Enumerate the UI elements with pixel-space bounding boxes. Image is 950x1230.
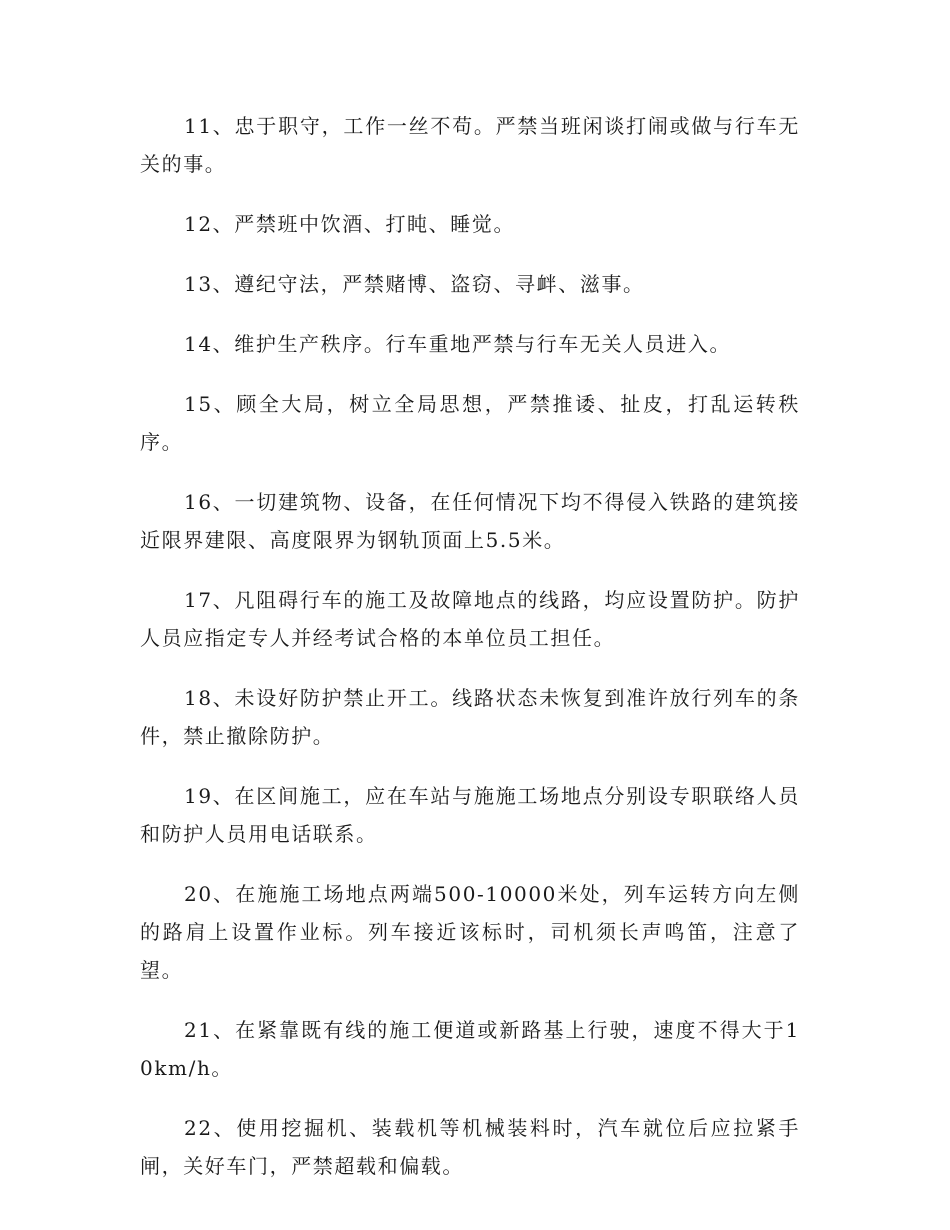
paragraph-11: 11、忠于职守，工作一丝不苟。严禁当班闲谈打闹或做与行车无关的事。 [140,114,800,176]
paragraph-19: 19、在区间施工，应在车站与施施工场地点分别设专职联络人员和防护人员用电话联系。 [140,784,800,846]
paragraph-16: 16、一切建筑物、设备，在任何情况下均不得侵入铁路的建筑接近限界建限、高度限界为钢轨顶面上5.5米。 [140,490,800,552]
paragraph-12: 12、严禁班中饮酒、打盹、睡觉。 [184,212,516,236]
paragraph-13: 13、遵纪守法，严禁赌博、盗窃、寻衅、滋事。 [184,272,645,296]
paragraph-18: 18、未设好防护禁止开工。线路状态未恢复到准许放行列车的条件，禁止撤除防护。 [140,686,800,748]
document-body [140,107,800,1207]
paragraph-15: 15、顾全大局，树立全局思想，严禁推诿、扯皮，打乱运转秩序。 [140,392,800,454]
paragraph-22: 22、使用挖掘机、装载机等机械装料时，汽车就位后应拉紧手闸，关好车门，严禁超载和偏载。 [140,1116,800,1178]
paragraph-14: 14、维护生产秩序。行车重地严禁与行车无关人员进入。 [184,332,732,356]
paragraph-17: 17、凡阻碍行车的施工及故障地点的线路，均应设置防护。防护人员应指定专人并经考试合格的本单位员工担任。 [140,588,800,650]
paragraph-20: 20、在施施工场地点两端500-10000米处，列车运转方向左侧的路肩上设置作业标。列车接近该标时，司机须长声鸣笛，注意了望。 [140,882,800,982]
paragraph-21: 21、在紧靠既有线的施工便道或新路基上行驶，速度不得大于10km/h。 [140,1018,800,1080]
